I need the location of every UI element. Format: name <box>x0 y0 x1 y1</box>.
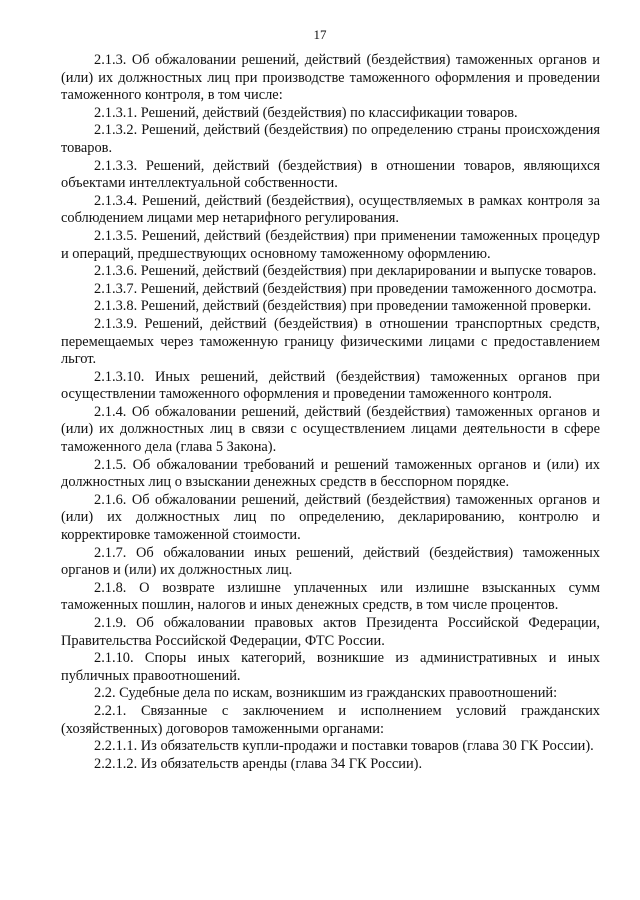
paragraph-2-1-3-2: 2.1.3.2. Решений, действий (бездействия) по определению страны происхождения товаров. <box>61 122 600 156</box>
paragraph-2-1-3-7: 2.1.3.7. Решений, действий (бездействия) при проведении таможенного досмотра. <box>94 280 597 297</box>
paragraph-2-2-1-2: 2.2.1.2. Из обязательств аренды (глава 34 ГК России). <box>94 755 423 772</box>
paragraph-2-2-1: 2.2.1. Связанные с заключением и исполнением условий гражданских (хозяйственных) договоров таможенными органами: <box>61 702 600 737</box>
paragraph-2-1-3-6: 2.1.3.6. Решений, действий (бездействия) при декларировании и выпуске товаров. <box>94 263 597 280</box>
paragraph-2-1-7: 2.1.7. Об обжаловании иных решений, действий (бездействия) таможенных органов и (или) их должностных лиц. <box>61 544 600 579</box>
paragraph-2-1-3-9: 2.1.3.9. Решений, действий (бездействия) в отношении транспортных средств, перемещаемых через таможенную границу физическими лицами с предоставлением льгот. <box>61 315 600 368</box>
paragraph-2-1-3-4: 2.1.3.4. Решений, действий (бездействия), осуществляемых в рамках контроля за соблюдением лицами мер нетарифного регулирования. <box>61 192 600 227</box>
paragraph-2-1-3-8: 2.1.3.8. Решений, действий (бездействия) при проведении таможенной проверки. <box>94 298 592 315</box>
paragraph-2-1-8: 2.1.8. О возврате излишне уплаченных или излишне взысканных сумм таможенных пошлин, налогов и иных денежных средств, в том числе процентов. <box>61 579 600 614</box>
paragraph-2-1-3: 2.1.3. Об обжаловании решений, действий (бездействия) таможенных органов и (или) их должностных лиц при производстве таможенного оформления и проведении таможенного контроля, в том числе: <box>61 52 600 104</box>
paragraph-2-1-3-5: 2.1.3.5. Решений, действий (бездействия) при применении таможенных процедур и операций, предшествующих основному таможенному оформлению. <box>61 227 600 262</box>
paragraph-2-1-3-10: 2.1.3.10. Иных решений, действий (бездействия) таможенных органов при осуществлении таможенного оформления и проведении таможенного контроля. <box>61 368 600 403</box>
paragraph-2-1-3-1: 2.1.3.1. Решений, действий (бездействия) по классификации товаров. <box>94 104 518 121</box>
paragraph-2-1-6: 2.1.6. Об обжаловании решений, действий (бездействия) таможенных органов и (или) их должностных лиц по определению, декларированию, контролю и корректировке таможенной стоимости. <box>61 491 600 544</box>
paragraph-2-1-5: 2.1.5. Об обжаловании требований и решений таможенных органов и (или) их должностных лиц о взыскании денежных средств в бесспорном порядке. <box>61 456 600 491</box>
paragraph-2-2-1-1: 2.2.1.1. Из обязательств купли-продажи и поставки товаров (глава 30 ГК России). <box>94 738 594 755</box>
paragraph-2-1-9: 2.1.9. Об обжаловании правовых актов Президента Российской Федерации, Правительства Российской Федерации, ФТС России. <box>61 615 600 649</box>
paragraph-2-1-4: 2.1.4. Об обжаловании решений, действий (бездействия) таможенных органов и (или) их должностных лиц в связи с осуществлением лицами деятельности в сфере таможенного дела (глава 5 Закона). <box>61 403 600 456</box>
document-body <box>61 52 600 773</box>
paragraph-2-2: 2.2. Судебные дела по искам, возникшим из гражданских правоотношений: <box>94 685 558 702</box>
page-number: 17 <box>313 27 327 42</box>
paragraph-2-1-3-3: 2.1.3.3. Решений, действий (бездействия) в отношении товаров, являющихся объектами интеллектуальной собственности. <box>61 157 600 192</box>
paragraph-2-1-10: 2.1.10. Споры иных категорий, возникшие из административных и иных публичных правоотношений. <box>61 650 600 684</box>
